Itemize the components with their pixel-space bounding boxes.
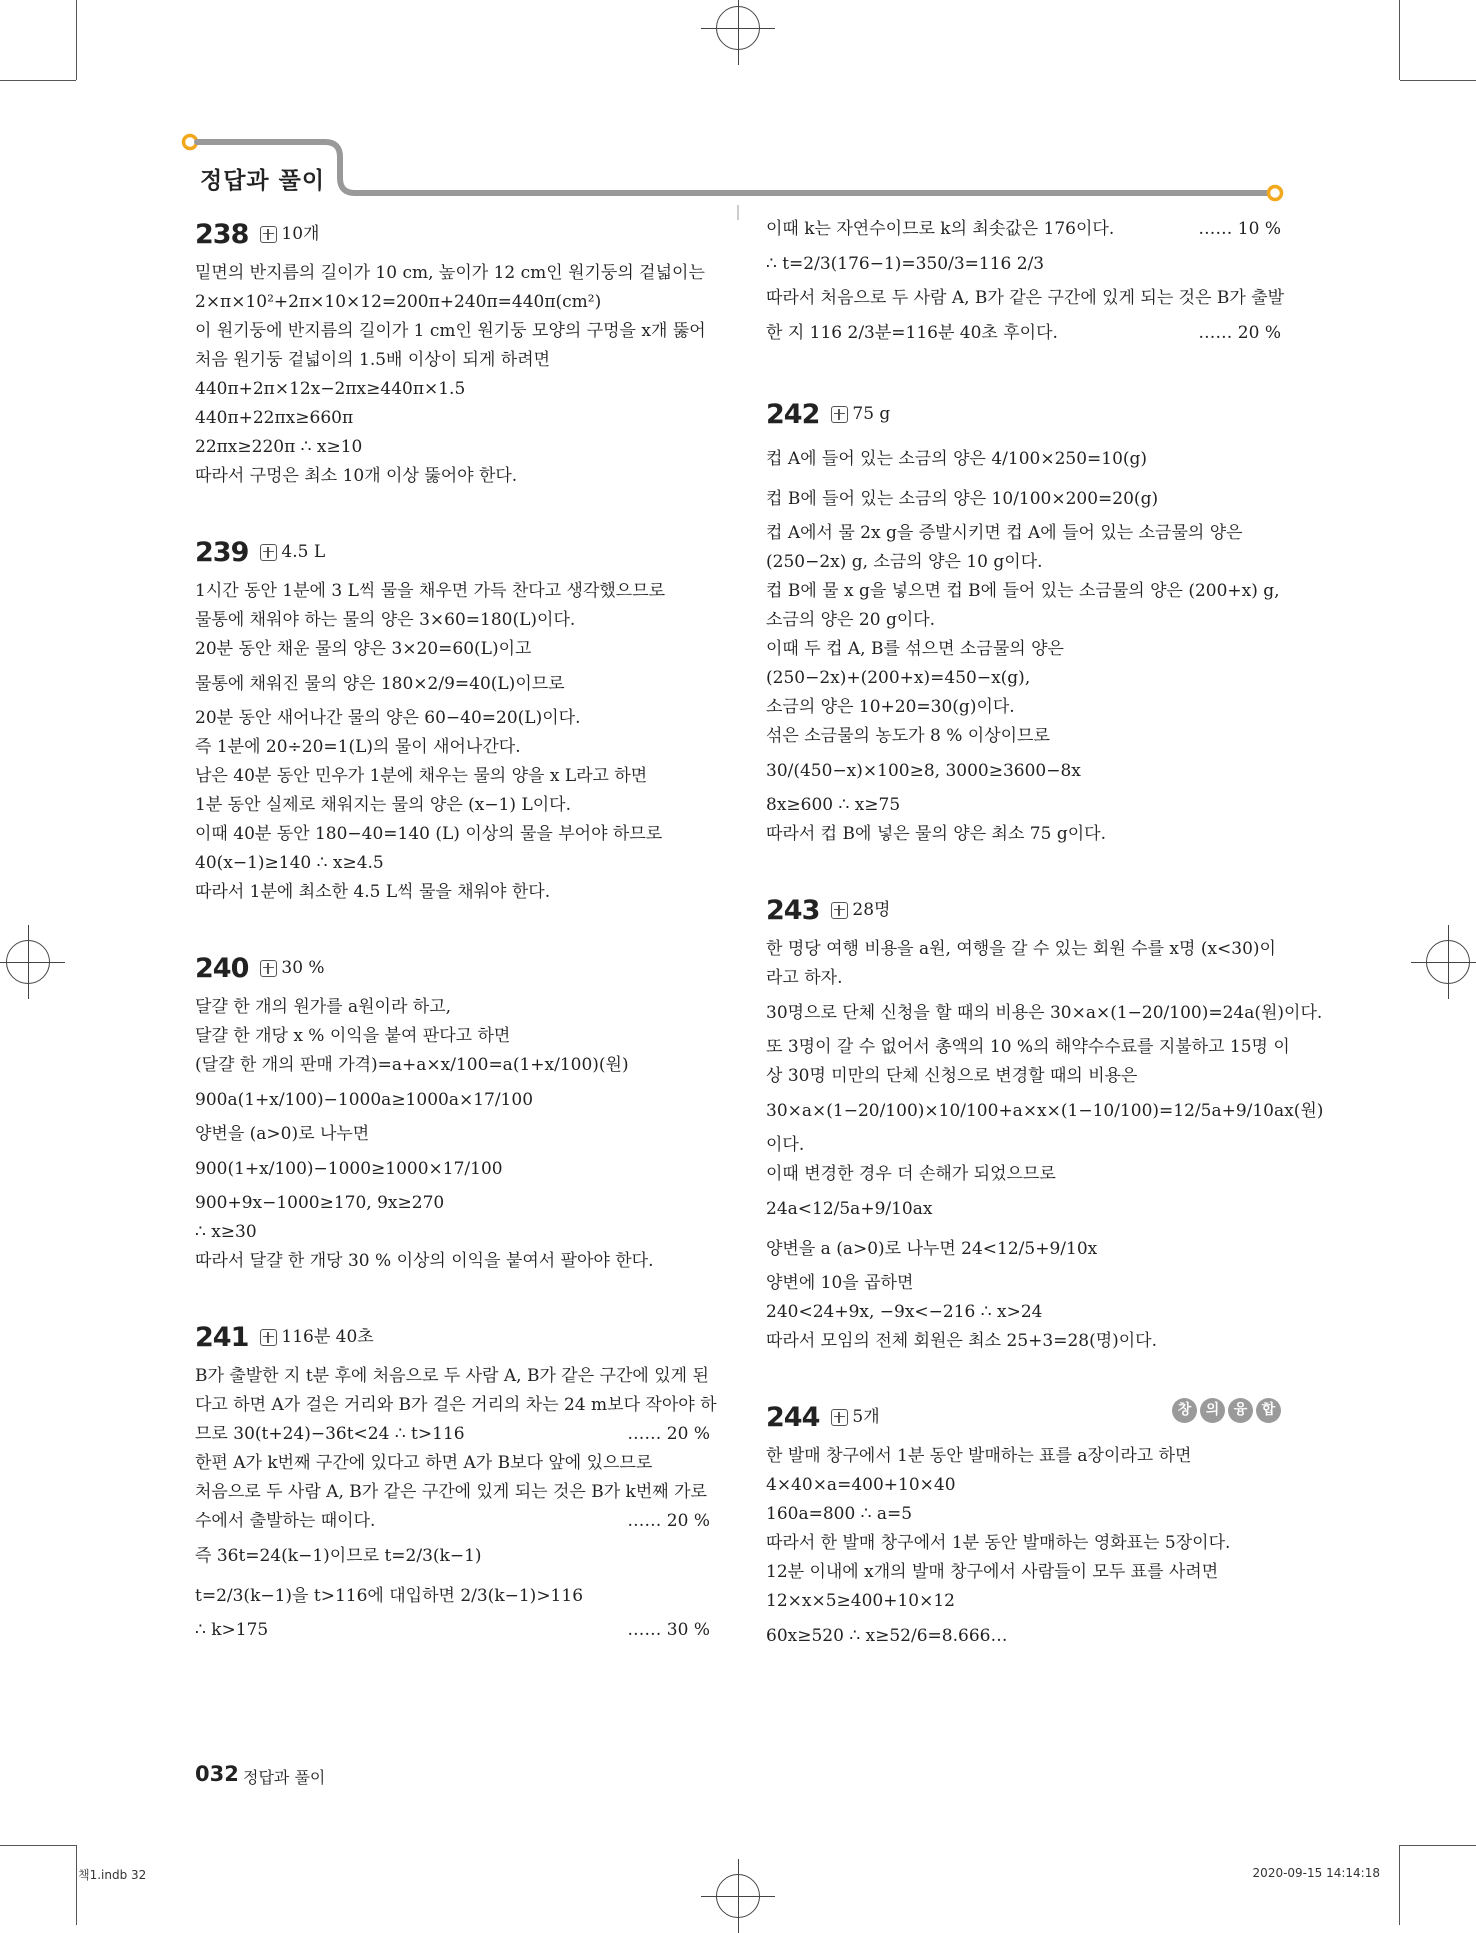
solution-text: ∴ x≥30 (195, 1222, 257, 1242)
crop-mark (76, 1845, 77, 1925)
solution-line (195, 433, 710, 462)
answer-icon (260, 960, 277, 977)
solution-text: 한 명당 여행 비용을 a원, 여행을 갈 수 있는 회원 수를 x명 (x<30)이 (766, 939, 1276, 959)
solution-line (766, 635, 1281, 664)
solution-line (766, 1298, 1281, 1327)
solution-text: 수에서 출발하는 때이다. (195, 1511, 376, 1531)
solution-text: 440π+22πx≥660π (195, 408, 354, 428)
solution-text: 이 원기둥에 반지름의 길이가 1 cm인 원기둥 모양의 구멍을 x개 뚫어 (195, 321, 706, 341)
solution-line (766, 664, 1281, 693)
left-column (195, 215, 717, 1645)
solution-line (195, 1189, 710, 1218)
solution-line (766, 313, 1281, 353)
category-tag-char: 융 (1228, 1398, 1253, 1423)
answer-icon (260, 226, 277, 243)
solution-text: 달걀 한 개의 원가를 a원이라 하고, (195, 997, 452, 1017)
solution-text: 12×x×5≥400+10×12 (766, 1591, 955, 1611)
score-weight: …… 20 % (627, 1424, 710, 1444)
solution-line (766, 1229, 1281, 1269)
crop-mark (0, 1845, 76, 1846)
solution-text: 900a(1+x/100)−1000a≥1000a×17/100 (195, 1090, 534, 1110)
solution-line (195, 1051, 710, 1080)
solution-text: 섞은 소금물의 농도가 8 % 이상이므로 (766, 726, 1050, 746)
solution-text: 이다. (766, 1135, 805, 1155)
solution-text: 따라서 한 발매 창구에서 1분 동안 발매하는 영화표는 5장이다. (766, 1533, 1231, 1553)
answer-icon (260, 544, 277, 561)
solution-text: 30/(450−x)×100≥8, 3000≥3600−8x (766, 761, 1081, 781)
score-weight: …… 20 % (627, 1511, 710, 1531)
solution-text: 소금의 양은 20 g이다. (766, 610, 936, 630)
solution-line (195, 878, 710, 907)
solution-text: 컵 A에서 물 2x g을 증발시키면 컵 A에 들어 있는 소금물의 양은 (766, 523, 1243, 543)
solution-text: 900+9x−1000≥170, 9x≥270 (195, 1193, 445, 1213)
solution-line (195, 1616, 710, 1645)
crop-mark (1399, 1845, 1400, 1925)
solution-text: 160a=800 ∴ a=5 (766, 1504, 913, 1524)
solution-text: 440π+2π×12x−2πx≥440π×1.5 (195, 379, 466, 399)
solution-text: 22πx≥220π ∴ x≥10 (195, 437, 363, 457)
problem-number: 242 (766, 398, 820, 430)
answer-value: 30 % (281, 957, 325, 978)
registration-mark-bottom (716, 1874, 760, 1918)
spacer (766, 1356, 1281, 1398)
solution-text: 컵 B에 물 x g을 넣으면 컵 B에 들어 있는 소금물의 양은 (200+x) g, (766, 581, 1280, 601)
solution-text: 므로 30(t+24)−36t<24 ∴ t>116 (195, 1424, 465, 1444)
solution-line (195, 1120, 710, 1149)
solution-line (195, 791, 710, 820)
category-tag-char: 합 (1256, 1398, 1281, 1423)
solution-line (766, 439, 1281, 479)
solution-text: 1분 동안 실제로 채워지는 물의 양은 (x−1) L이다. (195, 795, 571, 815)
solution-text: 240<24+9x, −9x<−216 ∴ x>24 (766, 1302, 1043, 1322)
solution-text: 이때 k는 자연수이므로 k의 최솟값은 176이다. (766, 219, 1115, 239)
solution-line (766, 693, 1281, 722)
solution-line (195, 849, 710, 878)
solution-line (195, 259, 710, 288)
problem-number: 244 (766, 1401, 820, 1433)
solution-line (766, 1327, 1281, 1356)
solution-line (195, 1391, 717, 1420)
solution-line (766, 1616, 1281, 1656)
solution-text: 이때 변경한 경우 더 손해가 되었으므로 (766, 1164, 1056, 1184)
solution-line (195, 1080, 710, 1120)
answer-value: 116분 40초 (281, 1326, 374, 1347)
solution-text: 한편 A가 k번째 구간에 있다고 하면 A가 B보다 앞에 있으므로 (195, 1453, 653, 1473)
solution-text: (250−2x) g, 소금의 양은 10 g이다. (766, 552, 1043, 572)
problem-number: 240 (195, 952, 249, 984)
solution-line (766, 606, 1281, 635)
solution-text: 달걀 한 개당 x % 이익을 붙여 판다고 하면 (195, 1026, 511, 1046)
category-tag-char: 의 (1200, 1398, 1225, 1423)
solution-text: 30×a×(1−20/100)×10/100+a×x×(1−10/100)=12/5a+9/10ax(원) (766, 1101, 1324, 1121)
problem-number: 241 (195, 1321, 249, 1353)
footer-label: 정답과 풀이 (243, 1768, 326, 1787)
problem-block (766, 1398, 1281, 1656)
solution-text: 다고 하면 A가 걸은 거리와 B가 걸은 거리의 차는 24 m보다 작아야 하 (195, 1395, 717, 1415)
problem-block (766, 891, 1324, 1356)
answer-icon (831, 1409, 848, 1426)
solution-text: B가 출발한 지 t분 후에 처음으로 두 사람 A, B가 같은 구간에 있게 된 (195, 1366, 709, 1386)
problem-header (766, 395, 1281, 433)
problem-number: 239 (195, 536, 249, 568)
solution-line (766, 548, 1281, 577)
solution-line (766, 1062, 1281, 1091)
solution-text: 한 지 116 2/3분=116분 40초 후이다. (766, 323, 1058, 343)
problem-number: 243 (766, 894, 820, 926)
solution-text: 900(1+x/100)−1000≥1000×17/100 (195, 1159, 503, 1179)
solution-line (766, 284, 1285, 313)
problem-header (195, 949, 710, 987)
solution-line (195, 462, 710, 491)
solution-line (195, 664, 710, 704)
solution-line (766, 519, 1281, 548)
solution-text: 60x≥520 ∴ x≥52/6=8.666… (766, 1626, 1008, 1646)
solution-line (766, 1160, 1281, 1189)
solution-line (195, 733, 710, 762)
score-weight: …… 20 % (1198, 323, 1281, 343)
answer-value: 28명 (852, 899, 891, 920)
solution-line (766, 820, 1281, 849)
solution-line (766, 722, 1281, 751)
page-number: 032 (195, 1762, 239, 1786)
solution-text: 즉 36t=24(k−1)이므로 t=2/3(k−1) (195, 1546, 482, 1566)
solution-text: 따라서 모임의 전체 회원은 최소 25+3=28(명)이다. (766, 1331, 1158, 1351)
problem-block (195, 215, 710, 491)
solution-line (766, 1529, 1281, 1558)
solution-text: 밑면의 반지름의 길이가 10 cm, 높이가 12 cm인 원기둥의 겉넓이는 (195, 263, 705, 283)
solution-line (766, 215, 1281, 244)
solution-line (195, 1420, 710, 1449)
solution-text: 양변을 a (a>0)로 나누면 24<12/5+9/10x (766, 1239, 1098, 1259)
solution-text: 또 3명이 갈 수 없어서 총액의 10 %의 해약수수료를 지불하고 15명 이 (766, 1037, 1290, 1057)
solution-line (766, 935, 1281, 964)
solution-line (195, 635, 710, 664)
solution-text: 8x≥600 ∴ x≥75 (766, 795, 901, 815)
solution-text: ∴ k>175 (195, 1620, 269, 1640)
solution-line (195, 1218, 710, 1247)
solution-line (766, 993, 1323, 1033)
solution-text: 한 발매 창구에서 1분 동안 발매하는 표를 a장이라고 하면 (766, 1446, 1192, 1466)
answer-icon (831, 902, 848, 919)
spacer (766, 353, 1281, 395)
solution-line (766, 1558, 1281, 1587)
slug-timestamp: 2020-09-15 14:14:18 (1252, 1866, 1380, 1880)
problem-header (766, 891, 1281, 929)
spacer (766, 849, 1281, 891)
solution-line (766, 1091, 1324, 1131)
solution-line (766, 1189, 1281, 1229)
solution-text: 따라서 1분에 최소한 4.5 L씩 물을 채워야 한다. (195, 882, 551, 902)
registration-mark-right (1426, 940, 1470, 984)
right-column (766, 215, 1324, 1656)
solution-text: 물통에 채워야 하는 물의 양은 3×60=180(L)이다. (195, 610, 576, 630)
problem-number: 238 (195, 218, 249, 250)
solution-line (766, 1500, 1281, 1529)
solution-text: 컵 A에 들어 있는 소금의 양은 4/100×250=10(g) (766, 449, 1148, 469)
slug-filename: 책1.indb 32 (78, 1868, 147, 1882)
solution-line (195, 404, 710, 433)
solution-line (195, 317, 710, 346)
solution-line (195, 993, 710, 1022)
solution-text: t=2/3(k−1)을 t>116에 대입하면 2/3(k−1)>116 (195, 1586, 584, 1606)
solution-line (195, 762, 710, 791)
solution-line (195, 1536, 710, 1576)
solution-line (195, 704, 710, 733)
solution-line (195, 288, 710, 317)
problem-block (195, 949, 710, 1276)
solution-text: 24a<12/5a+9/10ax (766, 1199, 933, 1219)
solution-text: 2×π×10²+2π×10×12=200π+240π=440π(cm²) (195, 292, 602, 312)
solution-line (766, 791, 1281, 820)
solution-text: 라고 하자. (766, 968, 843, 988)
registration-mark-left (6, 940, 50, 984)
solution-text: ∴ t=2/3(176−1)=350/3=116 2/3 (766, 254, 1045, 274)
page-title: 정답과 풀이 (200, 168, 326, 194)
problem-header (195, 215, 710, 253)
solution-text: 40(x−1)≥140 ∴ x≥4.5 (195, 853, 384, 873)
solution-line (195, 1362, 710, 1391)
problem-block (766, 215, 1285, 353)
solution-text: 따라서 처음으로 두 사람 A, B가 같은 구간에 있게 되는 것은 B가 출발 (766, 288, 1285, 308)
solution-text: 양변에 10을 곱하면 (766, 1273, 914, 1293)
solution-line (766, 1269, 1281, 1298)
spacer (195, 907, 710, 949)
solution-text: 1시간 동안 1분에 3 L씩 물을 채우면 가득 찬다고 생각했으므로 (195, 581, 666, 601)
solution-text: 따라서 구멍은 최소 10개 이상 뚫어야 한다. (195, 466, 518, 486)
score-weight: …… 10 % (1198, 219, 1281, 239)
solution-text: 처음으로 두 사람 A, B가 같은 구간에 있게 되는 것은 B가 k번째 가로 (195, 1482, 707, 1502)
solution-line (195, 1247, 710, 1276)
solution-line (766, 1442, 1281, 1471)
solution-text: (250−2x)+(200+x)=450−x(g), (766, 668, 1031, 688)
problem-header (195, 1318, 710, 1356)
solution-line (195, 606, 710, 635)
solution-line (195, 1449, 710, 1478)
solution-text: 물통에 채워진 물의 양은 180×2/9=40(L)이므로 (195, 674, 565, 694)
score-weight: …… 30 % (627, 1620, 710, 1640)
answer-value: 10개 (281, 223, 320, 244)
problem-header (195, 533, 710, 571)
solution-line (195, 1576, 710, 1616)
solution-text: 처음 원기둥 겉넓이의 1.5배 이상이 되게 하려면 (195, 350, 551, 370)
answer-value: 4.5 L (281, 541, 326, 562)
header-rule (197, 142, 1268, 193)
solution-line (766, 1587, 1281, 1616)
solution-line (195, 577, 710, 606)
answer-icon (831, 406, 848, 423)
solution-text: (달걀 한 개의 판매 가격)=a+a×x/100=a(1+x/100)(원) (195, 1055, 629, 1075)
solution-text: 따라서 달걀 한 개당 30 % 이상의 이익을 붙여서 팔아야 한다. (195, 1251, 654, 1271)
solution-text: 따라서 컵 B에 넣은 물의 양은 최소 75 g이다. (766, 824, 1106, 844)
problem-block (195, 533, 710, 907)
answer-icon (260, 1329, 277, 1346)
spacer (195, 491, 710, 533)
solution-line (766, 1131, 1281, 1160)
spacer (195, 1276, 710, 1318)
solution-text: 20분 동안 채운 물의 양은 3×20=60(L)이고 (195, 639, 532, 659)
solution-text: 남은 40분 동안 민우가 1분에 채우는 물의 양을 x L라고 하면 (195, 766, 648, 786)
answer-value: 5개 (852, 1406, 880, 1427)
solution-line (195, 1507, 710, 1536)
solution-text: 4×40×a=400+10×40 (766, 1475, 956, 1495)
solution-line (195, 346, 710, 375)
problem-block (195, 1318, 717, 1645)
crop-mark (1400, 1845, 1476, 1846)
solution-line (195, 1149, 710, 1189)
solution-line (766, 1471, 1281, 1500)
solution-line (766, 479, 1281, 519)
solution-line (766, 751, 1281, 791)
solution-line (195, 375, 710, 404)
solution-text: 양변을 (a>0)로 나누면 (195, 1124, 370, 1144)
solution-text: 컵 B에 들어 있는 소금의 양은 10/100×200=20(g) (766, 489, 1159, 509)
solution-line (766, 964, 1281, 993)
solution-line (195, 1022, 710, 1051)
solution-line (766, 577, 1281, 606)
solution-text: 이때 두 컵 A, B를 섞으면 소금물의 양은 (766, 639, 1064, 659)
solution-text: 소금의 양은 10+20=30(g)이다. (766, 697, 1015, 717)
category-tag (1172, 1398, 1281, 1423)
problem-block (766, 395, 1281, 849)
solution-line (195, 820, 710, 849)
solution-text: 12분 이내에 x개의 발매 창구에서 사람들이 모두 표를 사려면 (766, 1562, 1219, 1582)
solution-line (766, 244, 1281, 284)
header-dot-right (1269, 187, 1282, 200)
category-tag-char: 창 (1172, 1398, 1197, 1423)
answer-value: 75 g (852, 403, 891, 424)
solution-text: 30명으로 단체 신청을 할 때의 비용은 30×a×(1−20/100)=24a(원)이다. (766, 1003, 1323, 1023)
solution-text: 20분 동안 새어나간 물의 양은 60−40=20(L)이다. (195, 708, 581, 728)
solution-text: 이때 40분 동안 180−40=140 (L) 이상의 물을 부어야 하므로 (195, 824, 663, 844)
solution-text: 즉 1분에 20÷20=1(L)의 물이 새어나간다. (195, 737, 521, 757)
solution-text: 상 30명 미만의 단체 신청으로 변경할 때의 비용은 (766, 1066, 1138, 1086)
solution-line (195, 1478, 710, 1507)
solution-line (766, 1033, 1290, 1062)
